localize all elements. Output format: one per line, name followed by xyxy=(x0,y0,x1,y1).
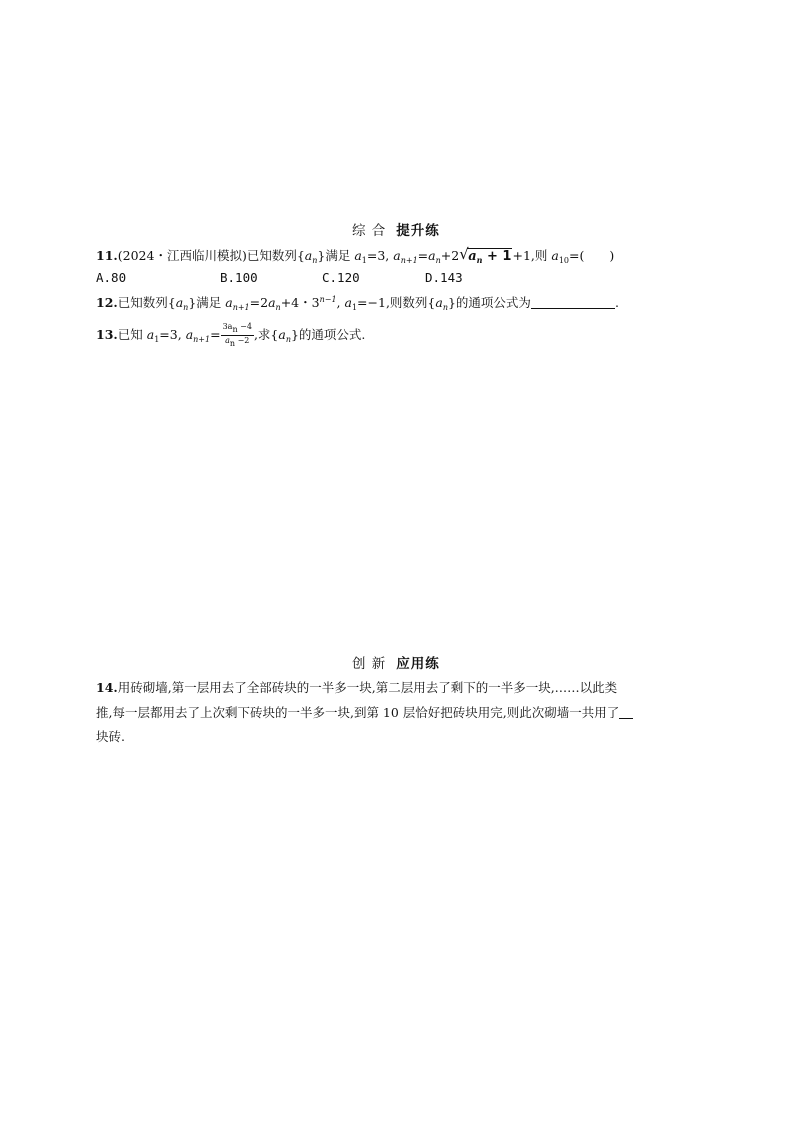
choice-c: C.120 xyxy=(322,270,360,285)
rec-lhs-sub: n+1 xyxy=(193,335,211,344)
choice-d: D.143 xyxy=(425,270,463,285)
section-title-a: 综 合 xyxy=(352,223,387,239)
q14-line1: 用砖砌墙,第一层用去了全部砖块的一半多一块,第二层用去了剩下的一半多一块,……以此类 xyxy=(117,680,618,695)
exponent: n−1 xyxy=(319,295,337,304)
seq-var: a xyxy=(304,248,313,263)
q13-tail2: }的通项公式. xyxy=(290,327,366,342)
frac-den-sub: n xyxy=(229,339,236,348)
rec-rhs-sub: n xyxy=(275,303,281,312)
section-title-comprehensive xyxy=(352,219,440,239)
answer-bracket: =( ) xyxy=(569,248,615,263)
frac-num-rest: −4 xyxy=(237,322,252,331)
question-14-line-3 xyxy=(96,727,125,745)
sqrt-sub: n xyxy=(476,255,483,265)
seq-sub: n xyxy=(183,303,189,312)
frac-num-sub: n xyxy=(232,325,238,334)
q12-tail: }的通项公式为 xyxy=(447,295,531,310)
fraction xyxy=(221,322,254,349)
choice-b: B.100 xyxy=(220,270,258,285)
rec-plus: +4・3 xyxy=(280,295,320,310)
question-number: 12. xyxy=(96,295,118,310)
section-title-b: 提升练 xyxy=(396,223,440,239)
a1-expr: =3, xyxy=(366,248,390,263)
sqrt-var: a xyxy=(468,249,477,264)
rec-lhs-var: a xyxy=(225,295,233,310)
seq-sub: n xyxy=(285,335,291,344)
a1-var: a xyxy=(146,327,155,342)
seq-var-2: a xyxy=(435,295,443,310)
rec-rhs-sub: n xyxy=(435,256,441,265)
answer-blank[interactable] xyxy=(619,706,633,719)
rec-rhs-var: a xyxy=(268,295,276,310)
rec-lhs-var: a xyxy=(185,327,194,342)
sqrt-expression: √ $a_n + 1$ xyxy=(459,245,512,265)
q12-mid: }满足 xyxy=(188,295,222,310)
a1-var: a xyxy=(354,248,362,263)
rec-lhs-sub: n+1 xyxy=(232,303,250,312)
a1-expr: =−1,则数列{ xyxy=(357,295,436,310)
q11-mid: }满足 xyxy=(317,248,351,263)
seq-var: a xyxy=(175,295,184,310)
question-14-line-1 xyxy=(96,678,617,696)
question-11: 11.(2024・江西临川模拟)已知数列$\{a_n\}$满足 $a_1=3$, $a_{n+1}=a_n+2$ √ $a_n + 1+1$,则 $a_{10}=$( ) xyxy=(96,245,615,265)
rec-rhs-var: a xyxy=(428,248,436,263)
answer-blank[interactable] xyxy=(531,296,615,309)
q13-prefix: 已知 xyxy=(117,327,143,342)
rec-lhs-sub: n+1 xyxy=(400,256,418,265)
question-13: 13.已知 $a_1=3$, $a_{n+1}=$ $\frac{3a_n -4}{a_n -2}$ ,求$\{a_n\}$的通项公式. xyxy=(96,322,366,348)
rec-plus: +2 xyxy=(440,248,460,263)
frac-num: 3a xyxy=(222,322,233,331)
q14-line3: 块砖. xyxy=(96,729,125,744)
section-title-a: 创 新 xyxy=(352,656,387,672)
frac-den: a xyxy=(225,336,230,345)
a1-expr: =3, xyxy=(159,327,182,342)
seq-var: a xyxy=(278,327,286,342)
question-12: 12.已知数列$\{a_n\}$满足 $a_{n+1}=2a_n+4$・$3^{n-1}$, $a_1=-1$,则数列$\{a_n\}$的通项公式为 . xyxy=(96,295,619,312)
seq-sub-2: n xyxy=(442,303,448,312)
choice-a: A.80 xyxy=(96,270,127,285)
rec-eq: = xyxy=(210,327,221,342)
seq-sub: n xyxy=(312,256,318,265)
section-title-innovation xyxy=(352,652,440,672)
q11-prefix: (2024・江西临川模拟)已知数列{ xyxy=(117,248,305,263)
question-number: 11. xyxy=(96,248,118,263)
sqrt-rest: + 1 xyxy=(482,249,512,264)
rec-eq: =2 xyxy=(249,295,269,310)
q14-line2: 推,每一层都用去了上次剩下砖块的一半多一块,到第 10 层恰好把砖块用完,则此次砌墙一共用了 xyxy=(96,705,620,720)
section-title-b: 应用练 xyxy=(396,656,440,672)
target-var: a xyxy=(551,248,559,263)
q13-tail: ,求{ xyxy=(253,327,279,342)
question-14-line-2 xyxy=(96,703,633,721)
q12-prefix: 已知数列{ xyxy=(117,295,176,310)
q12-end: . xyxy=(614,295,619,310)
target-sub: 10 xyxy=(558,256,569,265)
rec-lhs-var: a xyxy=(393,248,401,263)
question-number: 13. xyxy=(96,327,118,342)
rec-tail: +1,则 xyxy=(512,248,548,263)
a1-var: a xyxy=(344,295,352,310)
rec-eq: = xyxy=(417,248,429,263)
frac-den-rest: −2 xyxy=(235,336,250,345)
question-number: 14. xyxy=(96,680,118,695)
